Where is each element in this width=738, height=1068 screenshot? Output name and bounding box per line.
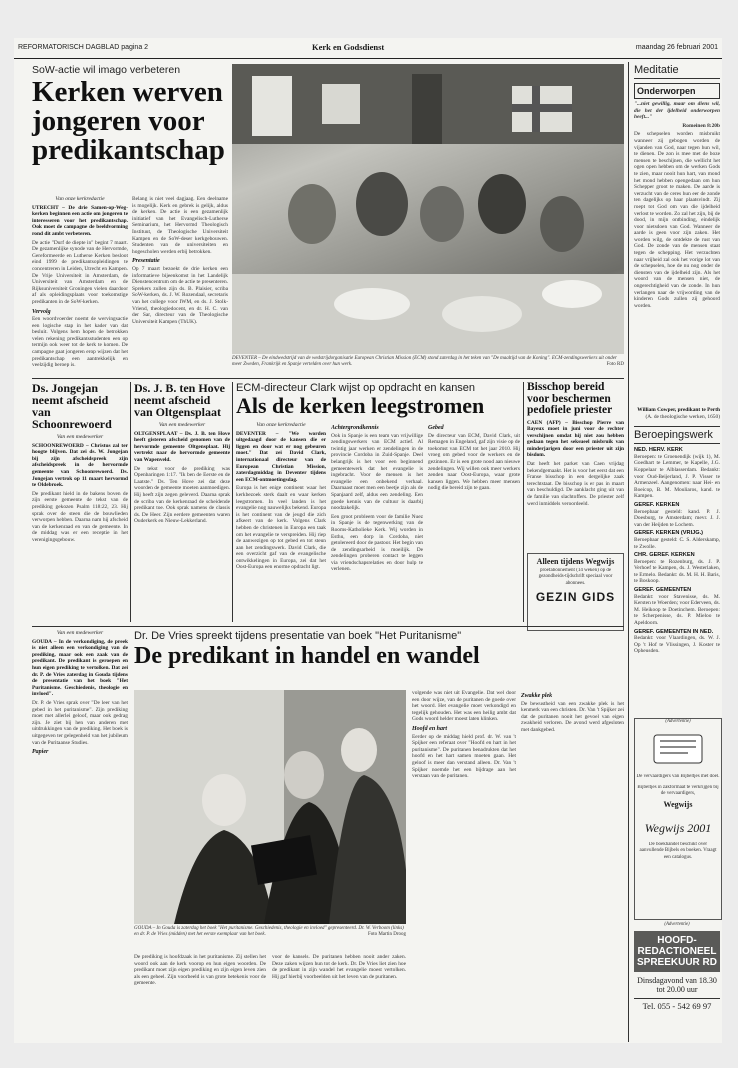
devries-col3-text: De prediking is hoofdzaak in het puritanisme. Zij stellen het woord ook aan de kerk voorop en hun eigen woorden. De predikant moet zijn eigen prediking en zijn eigen leven zien als een geheel. Zijn voorbeeld is van grote betekenis voor de gemeente. xyxy=(134,954,266,987)
wegwijs-ad-tag: Wegwijs 2001 xyxy=(644,820,712,835)
devries-headline: De predikant in handel en wandel xyxy=(134,643,480,669)
deventer-photo-image xyxy=(232,64,624,354)
gids-ad-brand: GEZIN GIDS xyxy=(535,590,616,605)
devries-byline: Van een medewerker xyxy=(56,630,104,636)
gk-title: GEREF. KERKEN xyxy=(634,501,680,508)
clark-col4-text: De directeur van ECM, David Clark, uit Remagen in Engeland, gaf zijn visie op de toekomst van ECM tot het jaar 2010. Hij vroeg om gebed voor de werkers en de gezinnen. Er is een grote nood aan nieuwe zendelingen. Wij willen ook meer werkers zenden naar Oost-Europa, waar grote kansen liggen. We hebben meer mensen nodig die bereid zijn te gaan. xyxy=(428,432,520,492)
gkv-title: GEREF. KERKEN (VRIJG.) xyxy=(634,530,703,537)
col-rule-c xyxy=(523,382,524,622)
meditatie-box xyxy=(634,83,720,99)
header-left: REFORMATORISCH DAGBLAD pagina 2 xyxy=(18,44,149,51)
deventer-caption-text: DEVENTER – De eindwedstrijd van de wedstrijdorganisatie European Christian Mission (ECM) stond zaterdag in het teken van "De maaltijd van de Koning". ECM-zendingswerkers uit onder meer Zweden, Frankrijk en Spanje vertelden over hun werk. xyxy=(232,356,617,367)
meditatie-box-title: Onderworpen xyxy=(637,86,696,96)
gkv-text: Beroepbaar gesteld: C. S. Alderskamp, te Zwolle. xyxy=(634,536,720,550)
col-rule-a xyxy=(130,382,131,622)
devries-col-3 xyxy=(134,954,266,1040)
gk-text: Beroepbaar gesteld: kand. P. J. Doesburg, te Amsterdam; mevr. J. J. van der Heijden te Lochem. xyxy=(634,508,720,528)
meditatie-title: Meditatie xyxy=(634,64,720,79)
row-divider-2 xyxy=(32,626,624,627)
devries-sub3: Zwakke plek xyxy=(521,693,553,699)
gg-title: GEREF. GEMEENTEN xyxy=(634,587,692,594)
bisschop-article xyxy=(527,382,624,631)
clark-col-2 xyxy=(331,422,423,622)
wegwijs-ad-line2: Wegwijs xyxy=(663,799,693,809)
gouda-caption xyxy=(134,926,406,938)
spreekuur-ad-time: Dinsdagavond van 18.30 tot 20.00 uur xyxy=(637,976,717,994)
header-date: maandag 26 februari 2001 xyxy=(635,44,718,51)
main-byline: Van onze kerkredactie xyxy=(55,196,105,202)
devries-sub2: Hoofd en hart xyxy=(412,725,448,732)
sidebar-rule xyxy=(628,62,629,1042)
sidebar xyxy=(634,64,720,717)
devries-col6-text: Eerder op de middag hield prof. dr. W. van 't Spijker een referaat over "Hoofd en hart in het puritanisme". De puritanen benadrukten dat het hoofd en het hart samen moeten gaan. Het geloof is meer dan verstand alleen. Dr. Van 't Spijker noemde het een bijdrage aan het verstaan van de puritanen. xyxy=(412,733,516,780)
gids-ad xyxy=(527,553,624,631)
meditatie-credit xyxy=(634,407,720,420)
devries-lead: GOUDA – In de verkondiging, de preek is niet alleen een verkondiging van de prediking, maar ook een zaak van de predikant. De predikant is geroepen en hun eigen prediking te vertolken. Dat zei dr. P. de Vries zaterdag in Gouda tijdens de presentatie van het boek "Het Puritanisme. Geschiedenis, theologie en invloed". xyxy=(32,638,128,698)
wegwijs-ad-label: (Advertentie) xyxy=(665,719,691,724)
devries-col-1 xyxy=(32,630,128,1040)
clark-sub2: Gebed xyxy=(428,425,444,431)
jongejan-lead: SCHOONREWOERD – Christus zal ter hoogte blijven. Dat zei ds. W. Jongejan bij zijn afscheidspreek zijn afscheidspreek in de hervormde gemeente van Schoonrewoerd. Ds. Jongejan vertrok op 11 maart hervormd te Oldebroek. xyxy=(32,442,128,489)
devries-sub: Papier xyxy=(32,749,49,756)
jongejan-headline: Ds. Jongejan neemt afscheid van Schoonrewoerd xyxy=(32,381,112,431)
wegwijs-ad-top: De vervaardigers van Bijbeltjes met doel. xyxy=(636,774,720,779)
spreekuur-ad-title: HOOFD-REDACTIONEEL SPREEKUUR RD xyxy=(634,931,720,972)
bisschop-headline: Bisschop bereid voor beschermen pedofiele priester xyxy=(527,381,613,416)
gg-text: Bedankt: voor Stavenisse, ds. M. Kersten te Woerden; voor Ederveen, ds. M. Heikoop te Doetinchem. Beroepen: te Scherpenisse, ds. P. Mieloo te Apeldoorn. xyxy=(634,593,720,627)
clark-lead: DEVENTER – "We worden uitgedaagd door de kansen die er liggen en door wat er nog gebeuren moet." Dat zei David Clark, internationaal directeur van de European Christian Mission, zaterdagmiddag in Deventer tijdens een ECM-ontmoetingsdag. xyxy=(236,430,326,483)
nh-text: Beroepen: te Groenendijk (wijk 1), M. Goedhart te Lemmer, te Kapelle, J.G. Koppelaar te Alblasserdam. Bedankt: voor Oud-Beijerland, J. P. Visser te Armenzeel. Aangenomen: naar Hei- en Boeicop, B. M. Mouliaros, kand. te Kampen. xyxy=(634,453,720,500)
meditatie-body xyxy=(634,101,720,407)
page-header xyxy=(14,38,722,59)
devries-col-5 xyxy=(412,690,516,1040)
wegwijs-ad-foot: De boekhandel beschikt over aanvullende Bijbels en boeken. Vraagt een catalogus. xyxy=(639,841,717,860)
main-col-2 xyxy=(132,196,228,386)
beroeping-title: Beroepingswerk xyxy=(634,426,720,444)
tenhove-article xyxy=(134,382,230,642)
meditatie-author-note: (A. de theologische werken, 1650) xyxy=(645,413,720,420)
tenhove-text: De tekst voor de prediking was Openbaringen 1:17. "Ik ben de Eerste en de Laatste." Ds. Ten Hove zei dat deze woorden de gemeente moeten aanmoedigen. Hij heeft zijn zegen geleverd. Daarna sprak de scriba van de kerkenraad de scheidende predikant toe. Ook sprak namens de classis ds. De Heer. Zijn eerdere gemeenten waren Ouderkerk en Nieuw-Lekkerland. xyxy=(134,465,230,525)
main-col2b-text: Op 7 maart bezoekt de drie kerken een informatieve bijeenkomst in het Landelijk Dienstencentrum om de actie te presenteren. Sprekers zullen zijn ds. B. Plaisier, scriba SoW-kerken, ds. J. W. Rozendaal, secretaris van het college voor IWM, en ds. J. Stolk-Vriend, theologiedocent, en dr. H. C. van der Sar, directeur van de Theologische Universiteit Kampen (ThUK). xyxy=(132,265,228,325)
bisschop-body xyxy=(527,420,624,550)
main-col1-text: De actie "Durf de diepte in" begint 7 maart. De gezamenlijke synode van de Hervormde, Gereformeerde en Lutherse Kerken besloot eind 1999 de predikantsopleidingen te concentreren in Leiden, Utrecht en Kampen. De Vrije Universiteit in Amsterdam, de Universiteit van Amsterdam en de Rijksuniversiteit Groningen vielen daardoor af als opleidingsplaats voor toekomstige predikanten in de SoW-kerken. xyxy=(32,239,128,305)
main-lead: UTRECHT – De drie Samen-op-Weg-kerken beginnen een actie om jongeren te interesseren voor het predikantschap. Ook moet de campagne de beeldvorming rond dit ambt verbeteren. xyxy=(32,204,128,237)
main-article xyxy=(32,64,228,165)
deventer-credit: Foto RD xyxy=(606,362,624,367)
clark-sub1: Achtergrondkennis xyxy=(331,425,379,431)
clark-col-1 xyxy=(236,422,326,622)
clark-headline: Als de kerken leegstromen xyxy=(236,393,485,418)
meditatie-author: William Cowper, predikant te Perth xyxy=(637,407,720,413)
devries-text: Dr. P. de Vries sprak over "De leer van het gebed in het puritanisme". Zijn prediking moet met allerlei geloof, maar ook gedrag zijn. Je ziet bij hen van anderen met uitdrukkingen van de prediking. Het boek is uitgegeven ter gelegenheid van het jubileum van de Puritaanse Studies. xyxy=(32,699,128,746)
nh-title: NED. HERV. KERK xyxy=(634,447,683,454)
wegwijs-ad-line1: Bijbeltjes in zakformaat te verkrijgen bij de vervaardigers, xyxy=(637,784,719,797)
devries-heading xyxy=(134,630,624,668)
jongejan-text: De predikant hield in de bakens boven de zijn eerste gemeente de tekst van de prediking gekozen Psalm 118:22, 23. Hij sprak over de steen die de bouwlieden verworpen hebben. Daarna nam hij afscheid van de kerkenraad en van de gemeente. In de middag was er een receptie in het verenigingsgebouw. xyxy=(32,490,128,543)
main-headline: Kerken werven jongeren voor predikantschap xyxy=(32,76,225,166)
clark-col-3 xyxy=(428,422,520,622)
cgk-title: CHR. GEREF. KERKEN xyxy=(634,552,695,559)
tenhove-body xyxy=(134,422,230,642)
newspaper-page xyxy=(14,38,722,1043)
gouda-credit: Foto Martin Droog xyxy=(367,932,406,937)
devries-col-6 xyxy=(521,690,624,1040)
deventer-photo xyxy=(232,64,624,354)
clark-col3-text: Een groot probleem voor de familie Nuez in Spanje is de tegenwerking van de Rooms-Katholieke Kerk. Wij worden in Esthu, een dorp in Cordoba, niet getolereerd door de pastoor. Het begin van de zendingsarbeid is moeilijk. De zendelingen proberen contact te leggen via vriendschapsrelaties en door hulp te verlenen. xyxy=(331,513,423,573)
jongejan-byline: Van een medewerker xyxy=(56,434,104,440)
tenhove-lead: OLTGENSPLAAT – Ds. J. B. ten Hove heeft gisteren afscheid genomen van de hervormde gemeente Oltgensplaat. Hij vertrekt naar de hervormde gemeente van Wapenveld. xyxy=(134,430,230,463)
main-col2-text: Belang is niet veel dagjaag. Een deelname is mogelijk. Kerk en gebrek is gelijk, aldus de kerken. De actie is een gezamenlijk initiatief van het Evangelisch-Lutherse Seminarium, het Hervormd Theologisch Instituut, de Theologische Universiteit Kampen en de SoW-deser kerkgebouwen. Studenten van de universiteiten en hogescholen werden erbij betrokken. xyxy=(132,196,228,255)
main-sub2: Presentatie xyxy=(132,258,160,265)
cgk-text: Beroepen: te Rozenburg, ds. J. P. Verhoef te Kampen, ds. J. Westerlaken, te Ermelo. Bedankt: ds. M. H. H. Baris, te Boskoop. xyxy=(634,558,720,585)
header-section: Kerk en Godsdienst xyxy=(312,42,385,52)
bible-logo-icon xyxy=(648,729,708,769)
clark-byline: Van onze kerkredactie xyxy=(256,422,306,428)
gouda-caption-text: GOUDA – In Gouda is zaterdag het boek "Het puritanisme. Geschiedenis, theologie en invloed" gepresenteerd. Dr. W. Verboom (links) en dr. P. de Vries (midden) met het eerste exemplaar van het boek. xyxy=(134,926,404,937)
meditatie-verse: "...niet gewillig, maar om diens wil, die het der ijdelheid onderworpen heeft..." xyxy=(634,101,720,121)
spreekuur-ad xyxy=(634,922,720,1040)
clark-col1-text: Europa is het enige continent waar het kerkbezoek sterk daalt en waar kerken leegstromen. In veel landen is het evangelie nog nauwelijks bekend. Europa is het continent van de jeugd die zich afkeert van de kerk. Volgens Clark hebben de christenen in Europa een taak om het evangelie te verspreiden. Hij riep de aanwezigen op tot gebed en tot steun aan het zendingswerk. David Clark, die een overzicht gaf van de evangelische ontwikkelingen in Europa, zei dat het Oost-Europa een enorme opdracht ligt. xyxy=(236,485,326,571)
row-divider-1 xyxy=(32,378,624,379)
gids-ad-title: Alleen tijdens Wegwijs xyxy=(536,556,615,566)
ggn-text: Bedankt: voor Vlaardingen, ds. W. J. Op 't Hof te Vlissingen, J. Koster te Opheusden. xyxy=(634,635,720,655)
gouda-photo xyxy=(134,690,406,924)
spreekuur-ad-label: (Advertentie) xyxy=(664,922,690,927)
meditatie-text: De schepselen worden misbruikt wanneer zij gebogen worden de vijanden van God, naar tegen hun wil, te dienen. De zon is mee met de boze mensen te beschijnen, die wellicht het ogen open hebben om de werken Gods te zien, maar nooit hun hart, van mond het mond hebben opengedaan om hun Schepper groot te maken. De aarde is verzucht van de ceres hun eer de zonde ten dagelijks op haar plaatsvindt. Zij roept tot God om van die ijdelheid verlost te worden. Zo zal het zijn, bij de dood, in mijn ontbinding, eindelijk voor nietsdoen van God. Wanneer de aarde is geen voor zijn zaken. Het worden wilg, de ontdekte de rust van God. De zonde van de mensen staat tegen de schepping. Het verzuchten naar vrijheid zal ook het vorige lot van de schepselen, hoe de nu nog onder de diensten van de ijdelheid zijn. Als het woord van de mensen niet, de ongerechtigheid van de zonde. In hun verlangen naar de vrijwording van de kinderen Gods zullen zij gehoord worden. xyxy=(634,131,720,309)
deventer-caption xyxy=(232,356,624,368)
devries-col4-text: voor de kansels. De puritanen hebben nooit ander zaken. Deze zaken wijzen hun tot de kerk. Dr. De Vries liet zien hoe de predikant in zijn wandel het evangelie moest vertolken. Hij gaf hierbij voorbeelden uit het leven van de puritanen. xyxy=(272,954,406,980)
devries-col7-text: De bewustheid van een zwakke plek is het kenmerk van een christen. Dr. Van 't Spijker zei dat de puritanen nooit het gevoel van eigen zwakheid verloren. De avond werd afgesloten met dankgebed. xyxy=(521,700,624,733)
clark-col2-text: Ook in Spanje is een team van vrijwillige zendingswerkers van ECM actief. Al twintig jaar werken er zendelingen in de provincie Cordoba in Zuid-Spanje. Deel belangrijk is het voor een beginnend gemeentewerk dat het evangelie is ingebracht. Voor de mensen is het evangelie een onbekend verhaal. Daarnaast moet men een beetje zijn als de Spanjaard zelf, aldus een zendeling. Een goede kennis van de cultuur is daarbij noodzakelijk. xyxy=(331,432,423,512)
main-kicker: SoW-actie wil imago verbeteren xyxy=(32,64,181,76)
meditatie-ref: Romeinen 8:20b xyxy=(682,122,720,129)
beroeping-body xyxy=(634,447,720,717)
tenhove-headline: Ds. J. B. ten Hove neemt afscheid van Oltgensplaat xyxy=(134,381,225,419)
spreekuur-ad-tel: Tel. 055 - 542 69 97 xyxy=(634,998,720,1011)
bisschop-lead: CAEN (AFP) – Bisschop Pierre van Bayeux moet in juni voor de rechter verschijnen omdat hij niet zou hebben gedaan tegen het seksueel misbruik van minderjarigen door een priester uit zijn bisdom. xyxy=(527,419,624,459)
devries-col5-text: volgende was niet uit Evangelie. Dat wel door een door wijze, van de puritanen de goede over het woord. Het evangelie moet verkondigd en tegelijk gehouden. Het was een heilig ambt dat Gods woord helder moest laten klinken. xyxy=(412,690,516,723)
devries-kicker: Dr. De Vries spreekt tijdens presentatie van boek "Het Puritanisme" xyxy=(134,630,462,642)
main-sub1: Vervolg xyxy=(32,308,51,315)
gids-ad-text: proefabonnement (14 weken) op de gezondheids-tijdschrift speciaal voor abonnees. xyxy=(538,567,613,586)
col-rule-b xyxy=(232,382,233,622)
tenhove-byline: Van een medewerker xyxy=(158,422,206,428)
gouda-photo-image xyxy=(134,690,406,924)
wegwijs-ad xyxy=(634,718,722,920)
clark-article xyxy=(236,382,520,417)
clark-kicker: ECM-directeur Clark wijst op opdracht en kansen xyxy=(236,382,476,394)
bisschop-text: Dat heeft het parket van Caen vrijdag bekendgemaakt. Het is voor het eerst dat een Franse bisschop in een dergelijke zaak terechtstaat. De bisschop is er pas in maart van beschuldigd. De aanklacht ging uit van de familie van slachtoffers. De priester zelf werd inmiddels veroordeeld. xyxy=(527,461,624,507)
devries-col-4 xyxy=(272,954,406,1040)
main-col1b-text: Een woordvoerder noemt de wervingsactie een logische stap in het kader van dat besluit. Volgens hem hopen de betrokken velen rekening predikantsstudenten een op termijn ook weer tot de kerk te komen. De campagne gaat jongeren erop wijzen dat het predikantschap een aantrekkelijk en veelzijdig beroep is. xyxy=(32,316,128,369)
ggn-title: GEREF. GEMEENTEN IN NED. xyxy=(634,628,714,635)
